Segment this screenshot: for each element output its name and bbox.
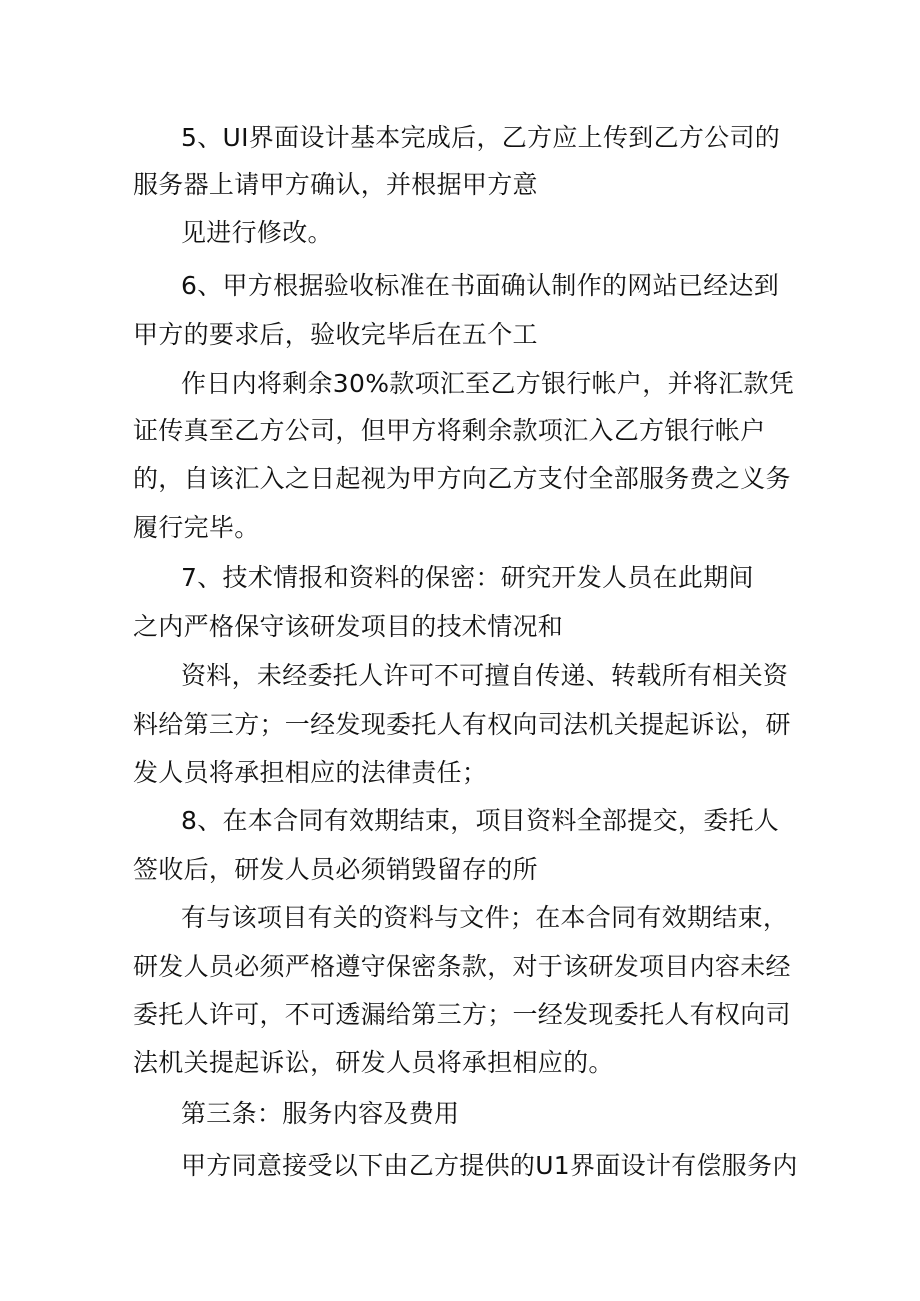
text-line: 7、技术情报和资料的保密：研究开发人员在此期间 (181, 563, 754, 592)
text-line: 甲方的要求后，验收完毕后在五个工 (133, 320, 538, 349)
text-line: 的，自该汇入之日起视为甲方向乙方支付全部服务费之义务 (133, 464, 791, 493)
text-line: 证传真至乙方公司，但甲方将剩余款项汇入乙方银行帐户 (133, 416, 766, 445)
text-line: 资料，未经委托人许可不可擅自传递、转载所有相关资 (181, 661, 789, 690)
text-line: 服务器上请甲方确认，并根据甲方意 (133, 170, 538, 199)
text-line: 5、UI界面设计基本完成后，乙方应上传到乙方公司的 (181, 123, 781, 152)
text-line: 料给第三方；一经发现委托人有权向司法机关提起诉讼，研 (133, 710, 791, 739)
text-line: 8、在本合同有效期结束，项目资料全部提交，委托人 (181, 806, 780, 835)
text-line: 研发人员必须严格遵守保密条款，对于该研发项目内容未经 (133, 952, 791, 981)
text-line: 6、甲方根据验收标准在书面确认制作的网站已经达到 (181, 271, 780, 300)
text-line: 甲方同意接受以下由乙方提供的U1界面设计有偿服务内 (181, 1151, 798, 1180)
section-heading: 第三条：服务内容及费用 (181, 1099, 460, 1128)
text-line: 有与该项目有关的资料与文件；在本合同有效期结束， (181, 903, 789, 932)
text-line: 见进行修改。 (181, 218, 333, 247)
text-line: 作日内将剩余30%款项汇至乙方银行帐户，并将汇款凭 (181, 369, 795, 398)
text-line: 委托人许可，不可透漏给第三方；一经发现委托人有权向司 (133, 1000, 791, 1029)
text-line: 履行完毕。 (133, 513, 260, 542)
text-line: 签收后，研发人员必须销毁留存的所 (133, 855, 538, 884)
text-line: 法机关提起诉讼，研发人员将承担相应的。 (133, 1048, 614, 1077)
text-line: 发人员将承担相应的法律责任； (133, 758, 488, 787)
text-line: 之内严格保守该研发项目的技术情况和 (133, 612, 564, 641)
